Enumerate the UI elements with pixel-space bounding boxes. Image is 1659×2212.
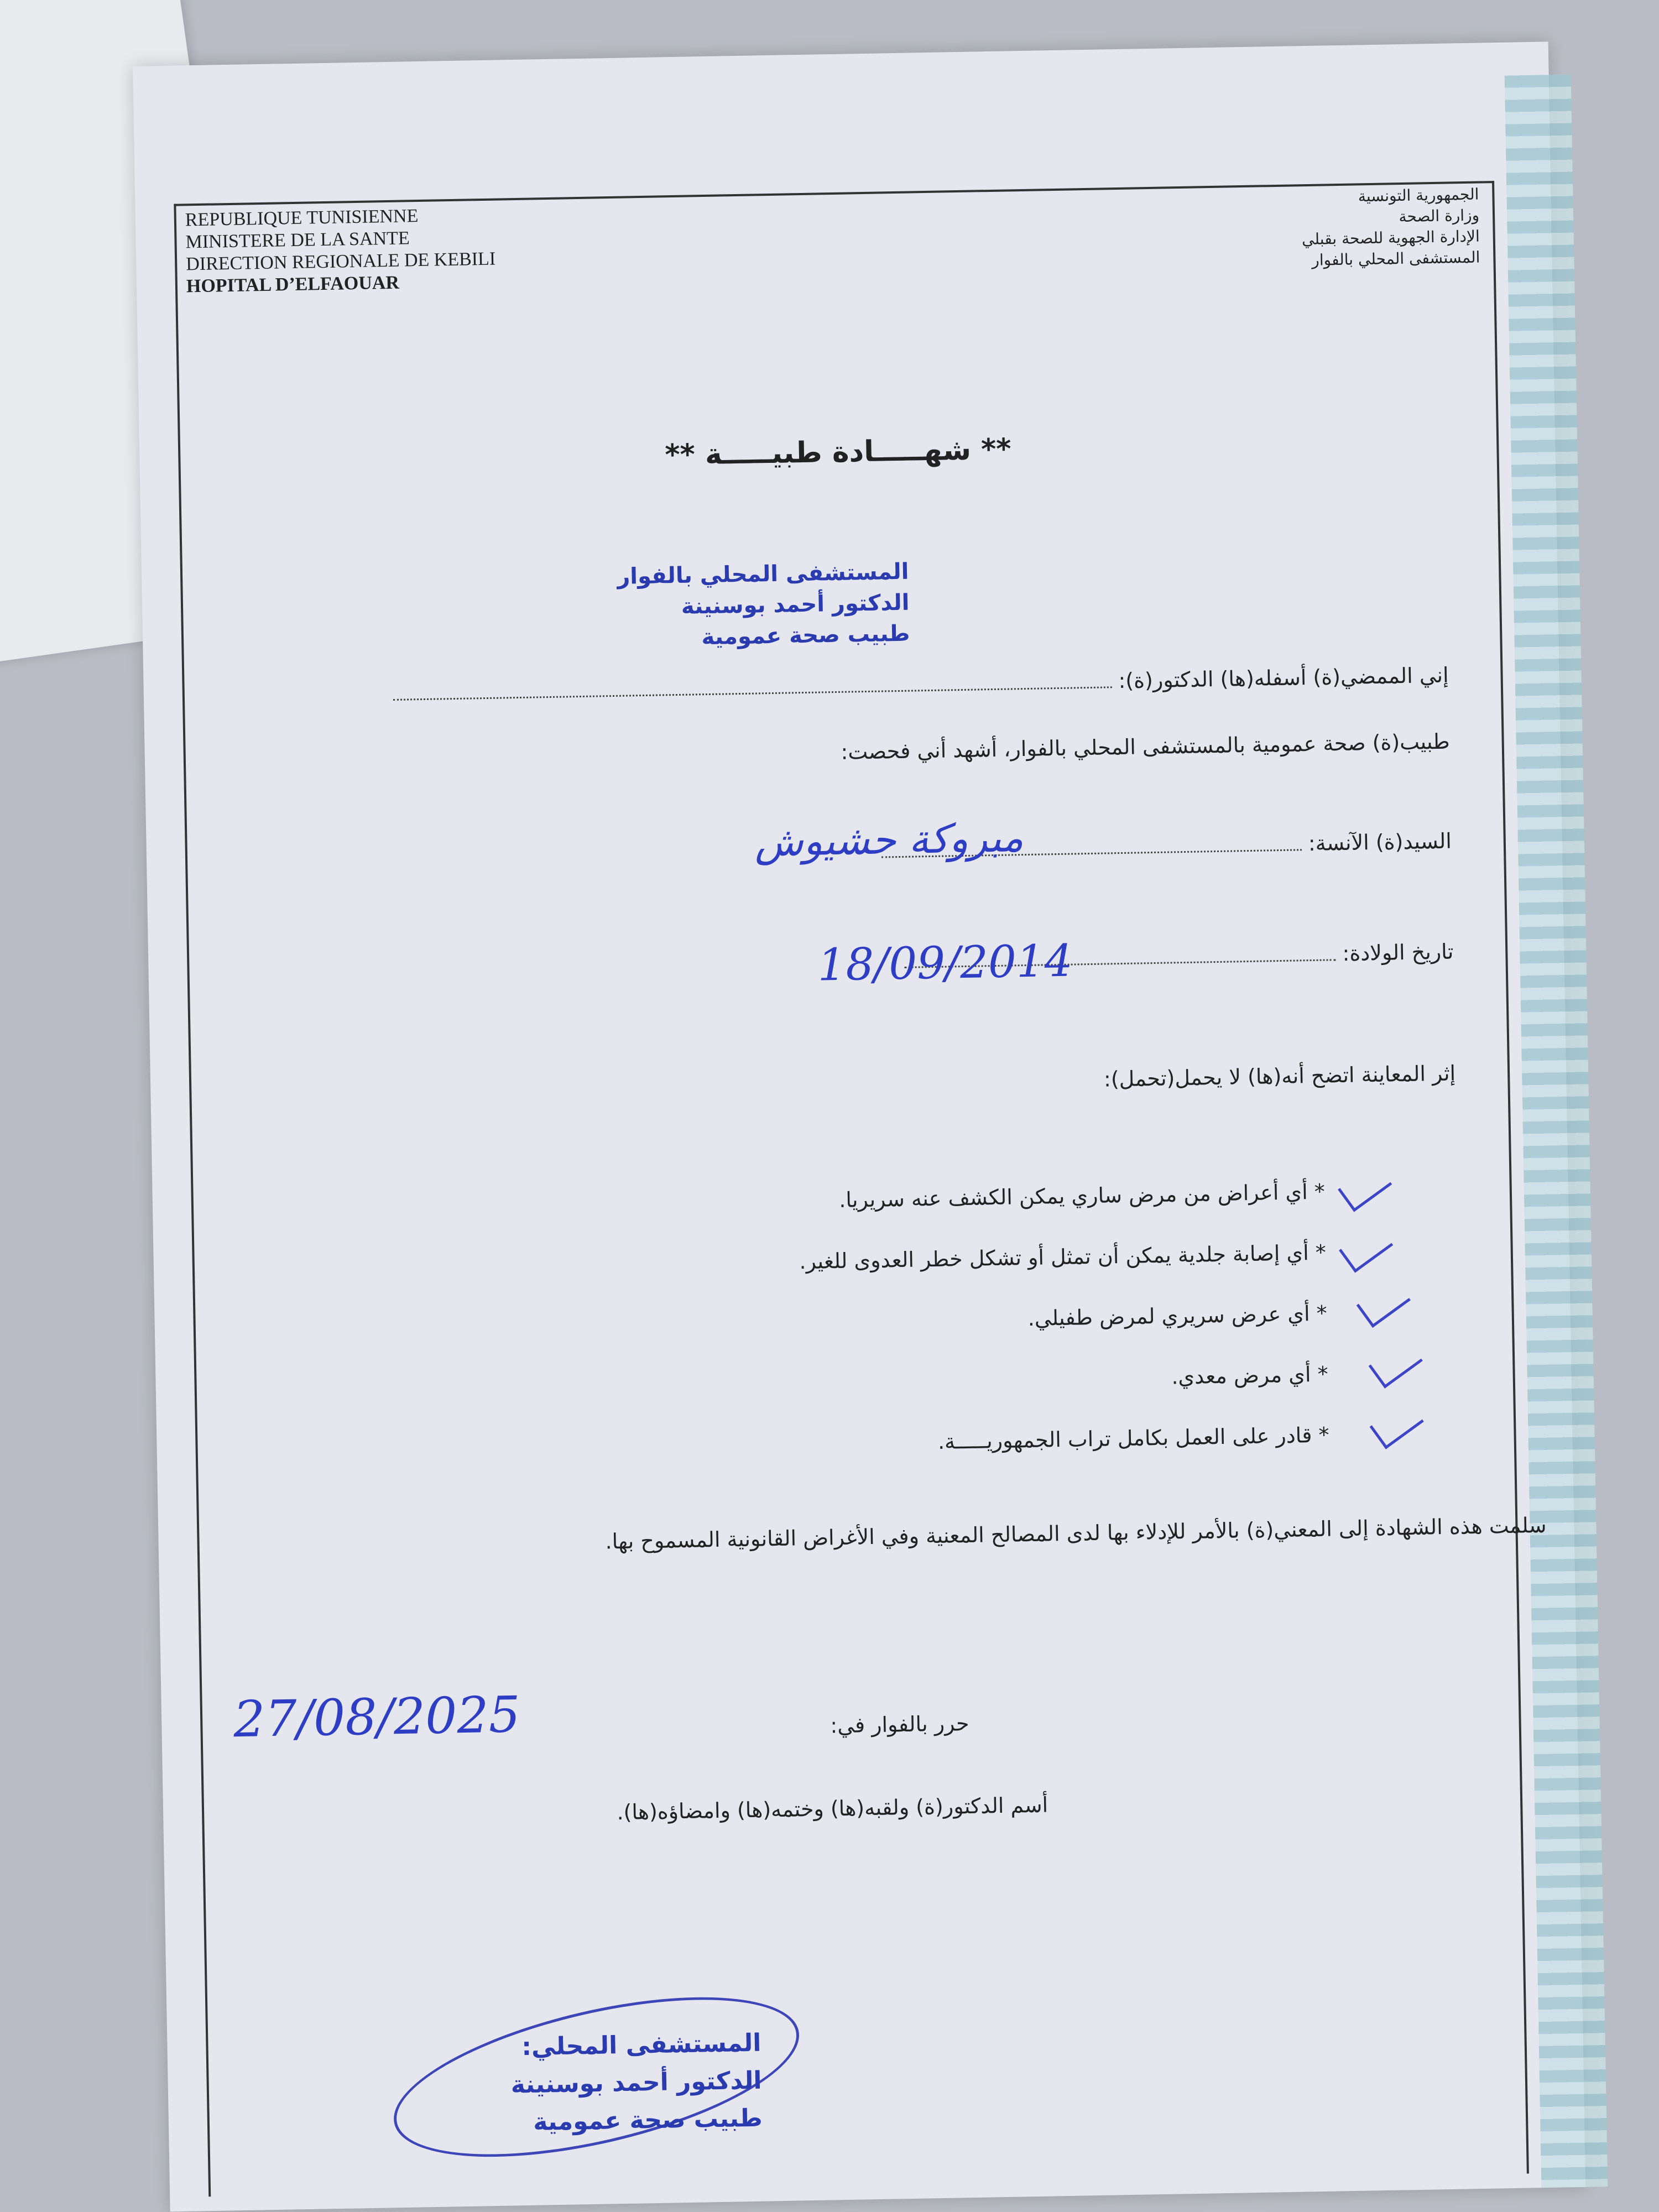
checklist-item: * أي عرض سريري لمرض طفيلي.: [1027, 1301, 1328, 1331]
stamp-line: المستشفى المحلي:: [521, 2028, 761, 2062]
header-fr-line: DIRECTION REGIONALE DE KEBILI: [185, 248, 496, 275]
issue-date-handwritten: 27/08/2025: [233, 1686, 521, 1749]
header-fr-hospital: HOPITAL D’ELFAOUAR: [186, 272, 400, 297]
certificate-sheet: [133, 41, 1585, 2211]
header-french: [185, 204, 497, 298]
header-ar-line: الإدارة الجهوية للصحة بقبلي: [1301, 227, 1480, 249]
dob-label: تاريخ الولادة:: [1342, 939, 1454, 966]
header-fr-line: MINISTERE DE LA SANTE: [185, 228, 410, 253]
dob-handwritten: 18/09/2014: [817, 935, 1073, 991]
header-fr-line: REPUBLIQUE TUNISIENNE: [185, 206, 419, 231]
checklist-item: * أي إصابة جلدية يمكن أن تمثل أو تشكل خطر العدوى للغير.: [799, 1240, 1327, 1274]
checklist-item: * قادر على العمل بكامل تراب الجمهوريـــــة.: [937, 1422, 1329, 1454]
header-ar-line: وزارة الصحة: [1399, 206, 1480, 226]
stamp-line: المستشفى المحلي بالفوار: [617, 559, 909, 589]
patient-name-handwritten: مبروكة حشيوش: [754, 814, 1024, 865]
doctor-stamp-top: [617, 556, 910, 654]
doctor-role-line: طبيب(ة) صحة عمومية بالمستشفى المحلي بالفوار، أشهد أني فحصت:: [841, 729, 1451, 764]
exam-intro: إثر المعاينة اتضح أنه(ها) لا يحمل(تحمل):: [1103, 1061, 1456, 1092]
header-ar-line: المستشفى المحلي بالفوار: [1311, 248, 1480, 269]
name-label: السيد(ة) الآنسة:: [1308, 828, 1452, 856]
signature-label: أسم الدكتور(ة) ولقبه(ها) وختمه(ها) وامضاؤه(ها).: [617, 1792, 1048, 1825]
place-date-line: حرر بالفوار في:: [830, 1711, 969, 1738]
certificate-title: ** شهـــــادة طبيـــــة **: [664, 432, 1012, 472]
stamp-line: طبيب صحة عمومية: [701, 620, 910, 650]
checklist-item: * أي مرض معدي.: [1171, 1361, 1328, 1389]
checklist-item: * أي أعراض من مرض ساري يمكن الكشف عنه سريريا.: [838, 1179, 1326, 1213]
header-arabic: [1301, 184, 1480, 272]
doctor-stamp-bottom: [510, 2025, 763, 2142]
stamp-line: الدكتور أحمد بوسنينة: [681, 589, 910, 619]
delivery-statement: سلمت هذه الشهادة إلى المعني(ة) بالأمر للإدلاء بها لدى المصالح المعنية وفي الأغراض القانونية المسموح بها.: [605, 1512, 1547, 1554]
undersigned-label: إني الممضي(ة) أسفله(ها) الدكتور(ة):: [1118, 662, 1449, 693]
header-ar-line: الجمهورية التونسية: [1358, 185, 1479, 206]
stamp-line: طبيب صحة عمومية: [533, 2104, 763, 2136]
stamp-line: الدكتور أحمد بوسنينة: [510, 2066, 762, 2099]
